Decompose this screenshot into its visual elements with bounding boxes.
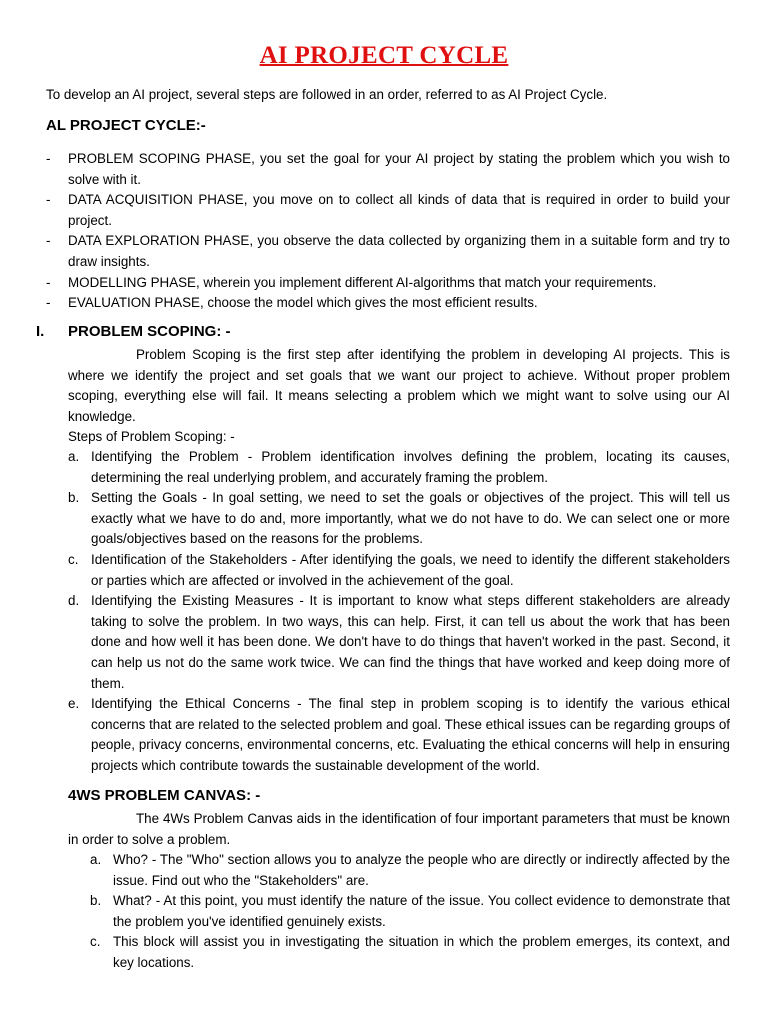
list-item-text: Identifying the Ethical Concerns - The final step in problem scoping is to identify the various ethical concerns that are related to the selected problem and goal. These ethical issues can be regarding groups of people, privacy concerns, environmental concerns, etc. Evaluating the ethical concerns will help in ensuring projects which contribute towards the sustainable development of the world. [91, 696, 730, 773]
section-number: I. [36, 323, 45, 340]
problem-scoping-paragraph: Problem Scoping is the first step after identifying the problem in developing AI projects. This is where we identify the project and set goals that we want our project to achieve. Without proper problem scoping, everything else will fail. It means selecting a problem which we might want to solve using our AI knowledge. [68, 347, 730, 424]
cycle-item-evaluation: - EVALUATION PHASE, choose the model which gives the most efficient results. [46, 293, 730, 314]
canvas-paragraph: The 4Ws Problem Canvas aids in the identification of four important parameters that must be known in order to solve a problem. [68, 811, 730, 847]
list-marker: c. [68, 551, 79, 567]
list-item [68, 447, 730, 488]
list-marker: c. [90, 934, 101, 950]
cycle-list [46, 149, 730, 314]
list-marker: d. [68, 593, 80, 609]
list-marker: b. [90, 893, 102, 909]
steps-list [68, 447, 730, 777]
steps-intro: Steps of Problem Scoping: - [68, 429, 235, 444]
list-item [90, 850, 730, 891]
page-title: AI PROJECT CYCLE [259, 42, 509, 69]
list-item [68, 591, 730, 694]
cycle-item-problem-scoping: - PROBLEM SCOPING PHASE, you set the goal for your AI project by stating the problem which you wish to solve with it. [46, 149, 730, 190]
list-item-text: Identifying the Existing Measures - It is important to know what steps different stakeholders are already taking to solve the problem. In two ways, this can help. First, it can tell us about the work that has been done and how well it has been done. We don't have to do things that haven't worked in the past. Second, it can help us not do the same work twice. We can find the things that have worked and keep doing more of them. [91, 593, 730, 691]
cycle-item-modelling: - MODELLING PHASE, wherein you implement different AI-algorithms that match your requirements. [46, 273, 730, 294]
list-item [68, 488, 730, 550]
list-item-text: What? - At this point, you must identify the nature of the issue. You collect evidence to demonstrate that the problem you've identified genuinely exists. [113, 893, 730, 929]
list-marker: b. [68, 490, 80, 506]
canvas-list [90, 850, 730, 974]
list-item [68, 694, 730, 776]
section-title: PROBLEM SCOPING: - [68, 323, 231, 340]
list-marker: a. [90, 852, 102, 867]
list-marker: e. [68, 696, 80, 712]
list-item-text: Identifying the Problem - Problem identification involves defining the problem, locating its causes, determining the real underlying problem, and accurately framing the problem. [91, 449, 730, 485]
list-item [90, 891, 730, 932]
section-heading-problem-scoping [36, 323, 231, 340]
list-item-text: Setting the Goals - In goal setting, we need to set the goals or objectives of the project. This will tell us exactly what we have to do and, more importantly, what we do not have to do. We can select one or more goals/objectives based on the reasons for the problems. [91, 490, 730, 547]
canvas-heading: 4WS PROBLEM CANVAS: - [68, 787, 261, 804]
list-item-text: This block will assist you in investigating the situation in which the problem emerges, its context, and key locations. [113, 934, 730, 970]
intro-text: To develop an AI project, several steps are followed in an order, referred to as AI Project Cycle. [46, 87, 608, 102]
cycle-item-data-acquisition: - DATA ACQUISITION PHASE, you move on to collect all kinds of data that is required in order to build your project. [46, 190, 730, 231]
list-item-text: Identification of the Stakeholders - After identifying the goals, we need to identify the different stakeholders or parties which are affected or involved in the achievement of the goal. [91, 551, 730, 588]
list-item [90, 932, 730, 973]
list-item [68, 550, 730, 591]
cycle-heading: AL PROJECT CYCLE:- [46, 117, 206, 134]
list-marker: a. [68, 449, 80, 464]
list-item-text: Who? - The "Who" section allows you to analyze the people who are directly or indirectly affected by the issue. Find out who the "Stakeholders" are. [113, 852, 730, 888]
cycle-item-data-exploration: - DATA EXPLORATION PHASE, you observe the data collected by organizing them in a suitable form and try to draw insights. [46, 231, 730, 272]
